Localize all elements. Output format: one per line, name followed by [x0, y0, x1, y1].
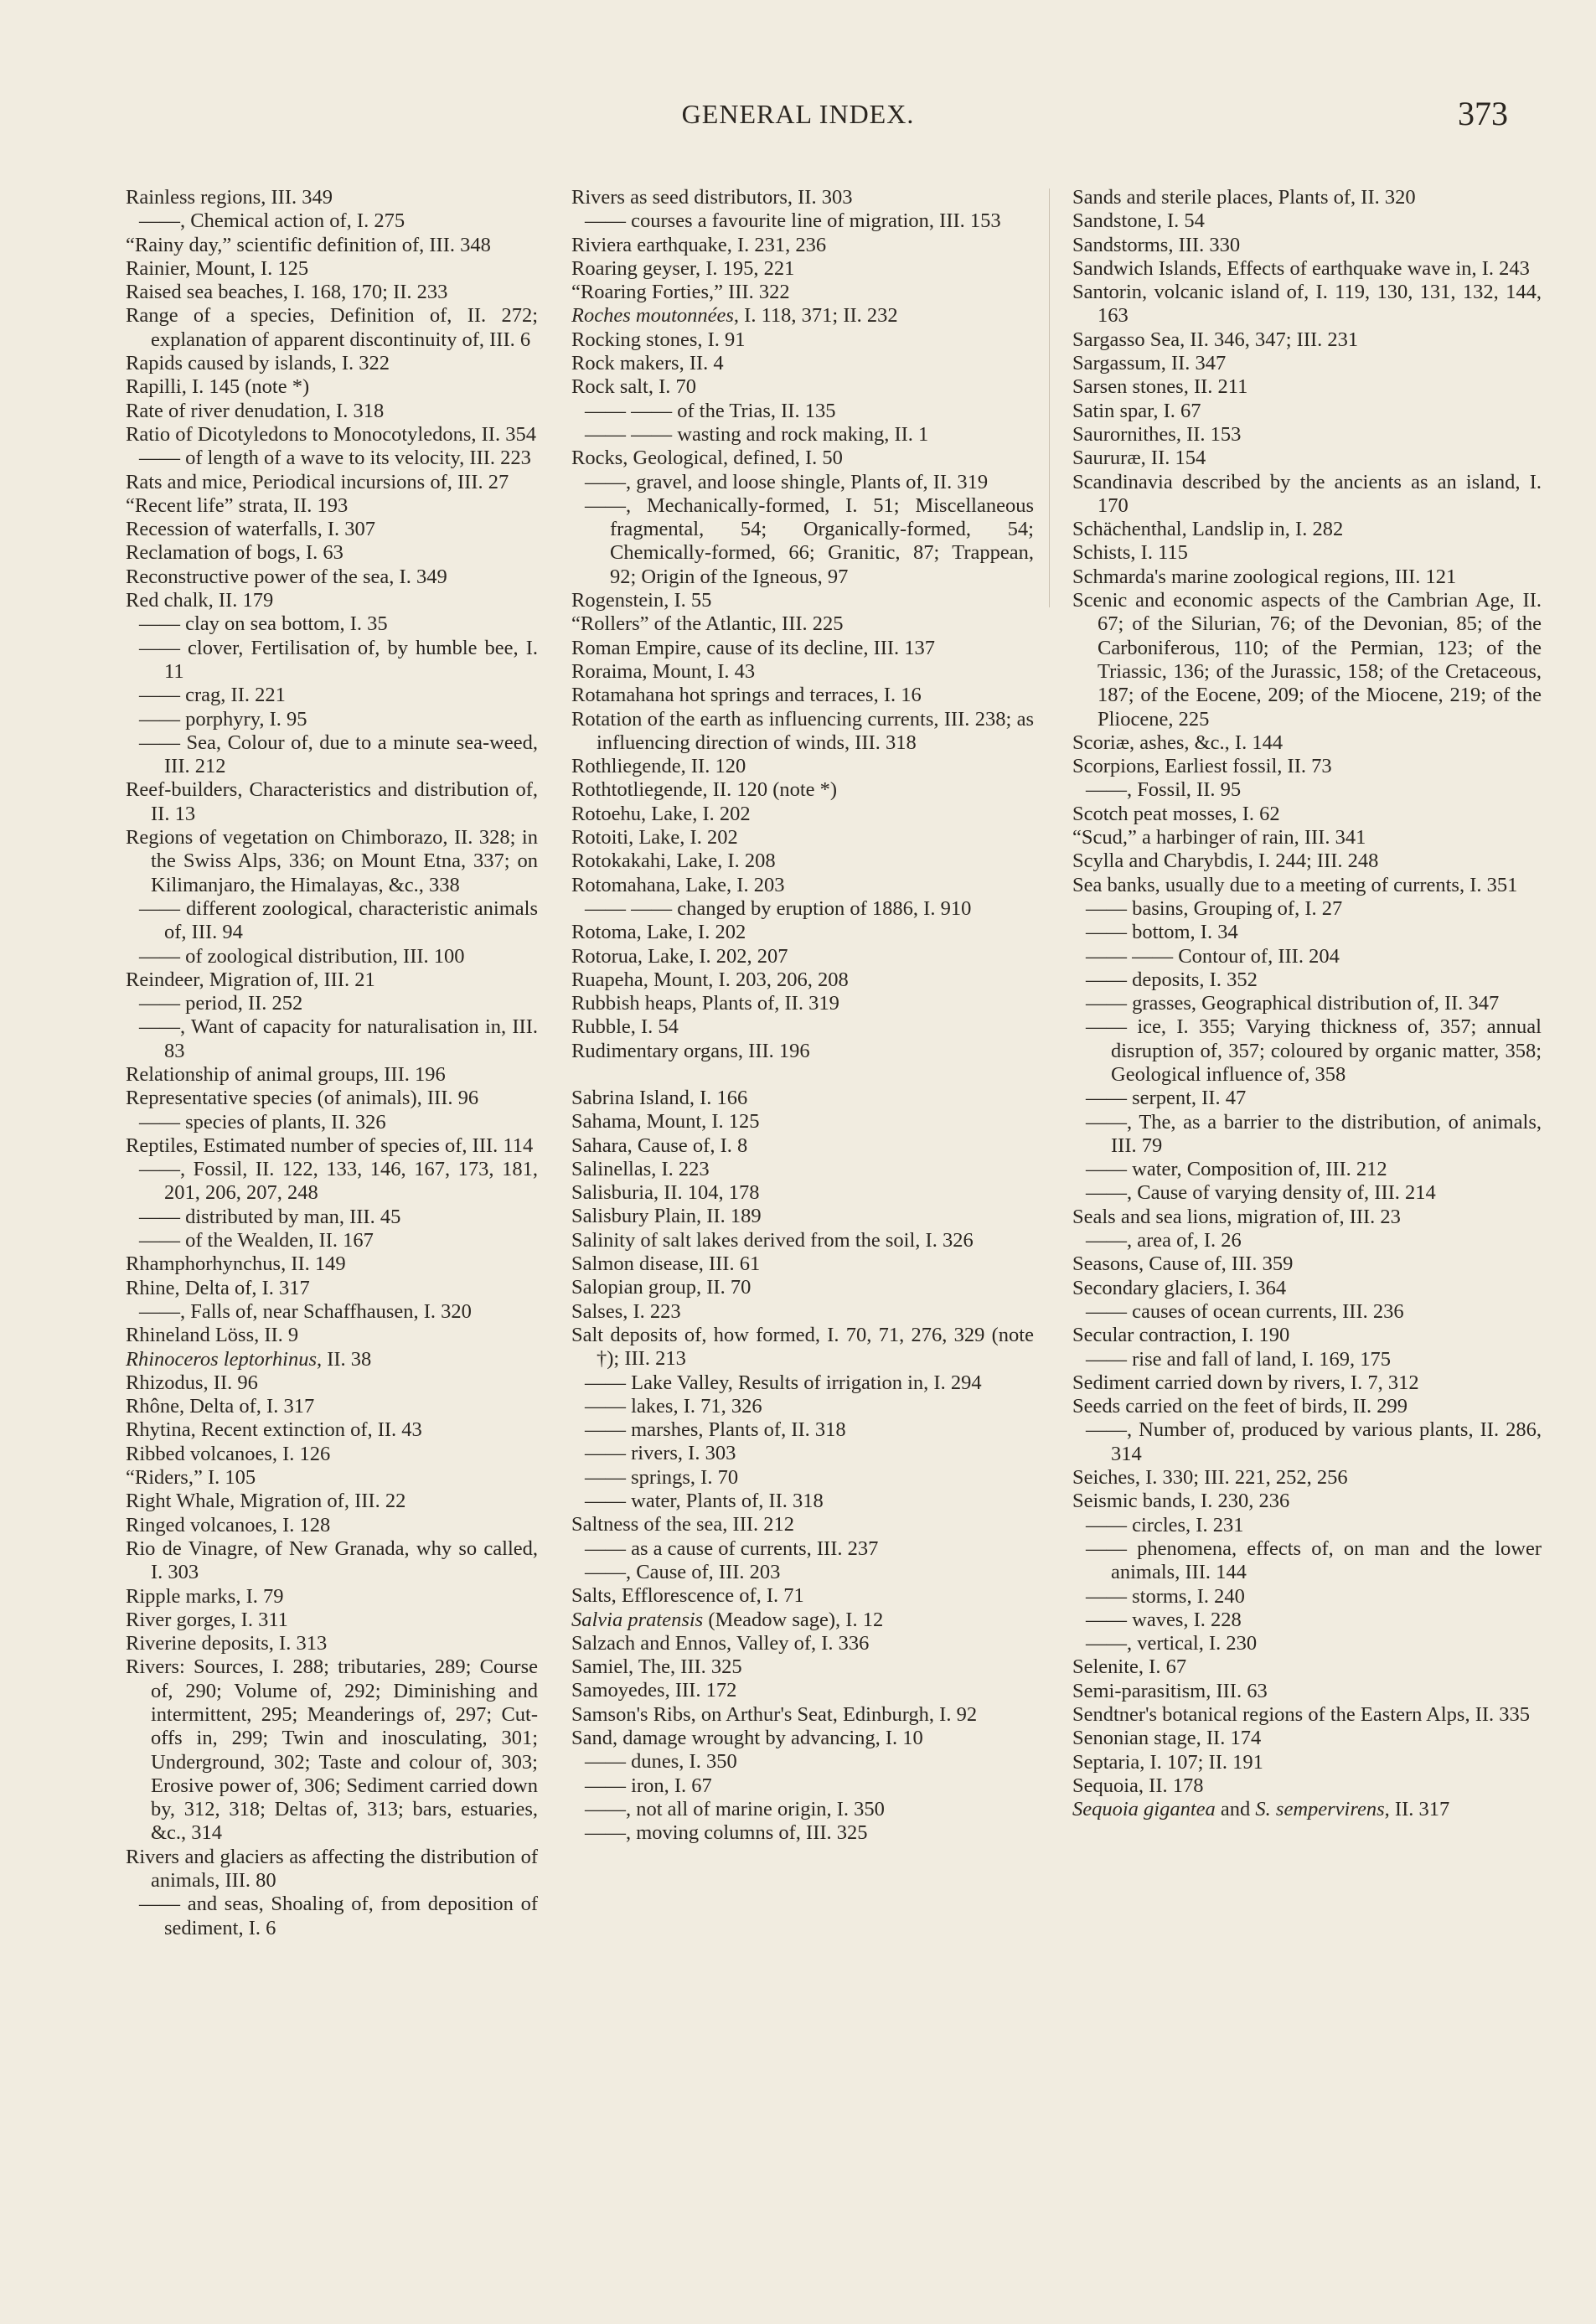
index-entry: “Rollers” of the Atlantic, III. 225: [571, 612, 844, 636]
index-entry: ——, Mechanically-formed, I. 51; Miscellaneous fragmental, 54; Organically-formed, 54; Chemically-formed, 66; Granitic, 87; Trappean, 92; Origin of the Igneous, 97: [585, 493, 1034, 588]
index-entry: Rocking stones, I. 91: [571, 328, 746, 351]
index-entry: Reclamation of bogs, I. 63: [126, 541, 343, 565]
index-entry: Scylla and Charybdis, I. 244; III. 248: [1072, 850, 1379, 873]
index-entry: —— waves, I. 228: [1086, 1608, 1242, 1631]
index-entry: Sands and sterile places, Plants of, II. 320: [1072, 186, 1416, 209]
index-entry: Sandstorms, III. 330: [1072, 233, 1241, 256]
italic-term: Rhinoceros leptorhinus: [126, 1347, 317, 1371]
index-entry: Rhytina, Recent extinction of, II. 43: [126, 1418, 422, 1442]
index-entry: Sabrina Island, I. 166: [571, 1086, 748, 1109]
index-entry: Rogenstein, I. 55: [571, 589, 712, 612]
index-column-3: [1072, 186, 1542, 1845]
index-entry: —— water, Composition of, III. 212: [1086, 1158, 1387, 1181]
index-entry: Sequoia, II. 178: [1072, 1774, 1204, 1797]
index-entry: Roraima, Mount, I. 43: [571, 659, 756, 683]
index-entry: Rotoiti, Lake, I. 202: [571, 826, 738, 850]
index-entry: ——, Cause of, III. 203: [585, 1560, 781, 1583]
index-entry: ——, gravel, and loose shingle, Plants of, II. 319: [585, 470, 989, 493]
index-entry: —— circles, I. 231: [1086, 1513, 1244, 1536]
index-entry: Schists, I. 115: [1072, 541, 1188, 565]
index-entry: ——, Falls of, near Schaffhausen, I. 320: [139, 1299, 472, 1323]
index-entry: ——, moving columns of, III. 325: [585, 1821, 868, 1845]
index-entry: Sendtner's botanical regions of the Eastern Alps, II. 335: [1072, 1703, 1531, 1726]
index-entry: Sandstone, I. 54: [1072, 209, 1205, 233]
index-entry: Roaring geyser, I. 195, 221: [571, 256, 795, 280]
index-entry: Sand, damage wrought by advancing, I. 10: [571, 1727, 923, 1749]
index-entry: —— deposits, I. 352: [1086, 968, 1258, 991]
index-entry: ——, Want of capacity for naturalisation in, III. 83: [139, 1015, 538, 1062]
index-entry: —— marshes, Plants of, II. 318: [585, 1418, 846, 1442]
index-entry: Regions of vegetation on Chimborazo, II. 328; in the Swiss Alps, 336; on Mount Etna, 337; on Kilimanjaro, the Himalayas, &c., 338: [126, 826, 538, 896]
index-entry: Salzach and Ennos, Valley of, I. 336: [571, 1631, 870, 1655]
index-entry: Seismic bands, I. 230, 236: [1072, 1490, 1290, 1513]
index-entry: —— bottom, I. 34: [1086, 921, 1238, 944]
index-entry: Ribbed volcanoes, I. 126: [126, 1442, 331, 1465]
index-entry: Salt deposits of, how formed, I. 70, 71, 276, 329 (note †); III. 213: [571, 1323, 1034, 1371]
index-entry: Rock makers, II. 4: [571, 352, 724, 375]
index-entry: Reptiles, Estimated number of species of, III. 114: [126, 1134, 534, 1157]
index-entry: —— species of plants, II. 326: [139, 1110, 386, 1134]
index-entry: —— of length of a wave to its velocity, III. 223: [139, 447, 531, 470]
index-entry: ——, Cause of varying density of, III. 214: [1086, 1181, 1436, 1205]
index-entry: Satin spar, I. 67: [1072, 399, 1201, 422]
index-entry: Rapilli, I. 145 (note *): [126, 375, 310, 399]
index-column-2: [571, 186, 1034, 1868]
index-entry: Salts, Efflorescence of, I. 71: [571, 1584, 804, 1608]
index-entry: —— and seas, Shoaling of, from deposition of sediment, I. 6: [139, 1893, 538, 1939]
index-entry: —— distributed by man, III. 45: [139, 1205, 401, 1228]
index-entry: “Recent life” strata, II. 193: [126, 493, 349, 517]
index-entry: —— Sea, Colour of, due to a minute sea-weed, III. 212: [139, 731, 538, 778]
index-section: [126, 186, 538, 1940]
index-entry: Scenic and economic aspects of the Cambrian Age, II. 67; of the Silurian, 76; of the Devonian, 85; of the Carboniferous, 110; of the Permian, 123; of the Triassic, 136; of the Jurassic, 158; of the Cretaceous, 187; of the Eocene, 209; of the Miocene, 219; of the Pliocene, 225: [1072, 589, 1542, 731]
index-entry: Sediment carried down by rivers, I. 7, 312: [1072, 1371, 1419, 1394]
index-entry: —— —— of the Trias, II. 135: [585, 399, 836, 422]
index-entry: —— clover, Fertilisation of, by humble bee, I. 11: [139, 636, 538, 683]
index-entry: Reef-builders, Characteristics and distribution of, II. 13: [126, 778, 538, 825]
index-entry: Scandinavia described by the ancients as an island, I. 170: [1072, 470, 1542, 517]
index-entry: Rainier, Mount, I. 125: [126, 256, 309, 280]
index-entry: ——, not all of marine origin, I. 350: [585, 1797, 885, 1820]
index-entry: Rotokakahi, Lake, I. 208: [571, 850, 776, 873]
index-entry: Schächenthal, Landslip in, I. 282: [1072, 518, 1344, 541]
index-entry: Septaria, I. 107; II. 191: [1072, 1750, 1263, 1774]
index-entry: Raised sea beaches, I. 168, 170; II. 233: [126, 281, 448, 304]
page-number: 373: [1458, 95, 1508, 132]
index-entry: Salmon disease, III. 61: [571, 1252, 761, 1276]
index-entry: [1072, 1798, 1542, 1821]
index-column-1: [126, 186, 538, 1964]
index-entry: —— —— Contour of, III. 204: [1086, 944, 1340, 968]
index-entry: —— iron, I. 67: [585, 1774, 712, 1797]
index-entry: Scoriæ, ashes, &c., I. 144: [1072, 731, 1284, 754]
index-entry: Roman Empire, cause of its decline, III. 137: [571, 636, 936, 659]
index-entry: Schmarda's marine zoological regions, III. 121: [1072, 565, 1457, 588]
index-entry: Rhine, Delta of, I. 317: [126, 1276, 310, 1299]
index-entry: ——, Number of, produced by various plants, II. 286, 314: [1086, 1418, 1542, 1465]
index-entry: ——, area of, I. 26: [1086, 1229, 1242, 1252]
index-entry: —— rivers, I. 303: [585, 1442, 736, 1465]
index-entry: Rhineland Löss, II. 9: [126, 1324, 299, 1347]
index-entry: Secondary glaciers, I. 364: [1072, 1276, 1287, 1299]
index-entry: —— of the Wealden, II. 167: [139, 1229, 374, 1252]
index-entry: ——, Fossil, II. 122, 133, 146, 167, 173, 181, 201, 206, 207, 248: [139, 1158, 538, 1205]
index-entry: Ratio of Dicotyledons to Monocotyledons, II. 354: [126, 422, 536, 446]
index-entry: —— serpent, II. 47: [1086, 1087, 1247, 1110]
index-entry: [571, 1609, 1034, 1632]
index-entry: —— crag, II. 221: [139, 684, 286, 707]
index-entry: Representative species (of animals), III. 96: [126, 1087, 479, 1110]
index-entry: —— grasses, Geographical distribution of, II. 347: [1086, 992, 1500, 1015]
index-entry: Salisbury Plain, II. 189: [571, 1205, 762, 1228]
index-entry: Riverine deposits, I. 313: [126, 1632, 328, 1655]
index-entry: Seiches, I. 330; III. 221, 252, 256: [1072, 1466, 1348, 1490]
index-entry: Selenite, I. 67: [1072, 1655, 1187, 1679]
index-entry: Sarsen stones, II. 211: [1072, 375, 1248, 399]
index-entry: ——, vertical, I. 230: [1086, 1632, 1258, 1655]
index-entry: Red chalk, II. 179: [126, 589, 274, 612]
index-entry: —— different zoological, characteristic animals of, III. 94: [139, 896, 538, 944]
running-header: GENERAL INDEX.: [681, 99, 915, 129]
index-entry: Recession of waterfalls, I. 307: [126, 518, 375, 541]
index-entry: Rio de Vinagre, of New Granada, why so called, I. 303: [126, 1536, 538, 1584]
index-entry: —— courses a favourite line of migration, III. 153: [585, 209, 1001, 233]
index-entry: —— lakes, I. 71, 326: [585, 1394, 762, 1418]
italic-term: Salvia pratensis: [571, 1608, 704, 1631]
index-entry: Rhamphorhynchus, II. 149: [126, 1252, 346, 1276]
index-entry: ——, Fossil, II. 95: [1086, 778, 1242, 802]
index-entry: Ruapeha, Mount, I. 203, 206, 208: [571, 968, 849, 991]
index-entry: Rotoehu, Lake, I. 202: [571, 802, 751, 825]
index-entry: Rate of river denudation, I. 318: [126, 399, 385, 422]
italic-term: Roches moutonnées: [571, 304, 734, 328]
index-entry: Rainless regions, III. 349: [126, 186, 333, 209]
index-entry: Sargasso Sea, II. 346, 347; III. 231: [1072, 328, 1359, 351]
index-section: [571, 186, 1034, 1063]
index-entry: Range of a species, Definition of, II. 272; explanation of apparent discontinuity of, III. 6: [126, 304, 538, 351]
index-entry: Riviera earthquake, I. 231, 236: [571, 233, 827, 256]
index-entry: Rotorua, Lake, I. 202, 207: [571, 944, 788, 968]
entry-text: , I. 118, 371; II. 232: [733, 304, 898, 328]
index-entry: Rotoma, Lake, I. 202: [571, 921, 746, 944]
index-entry: Rubbish heaps, Plants of, II. 319: [571, 992, 839, 1015]
entry-text: , II. 317: [1384, 1798, 1450, 1821]
index-entry: —— water, Plants of, II. 318: [585, 1490, 824, 1513]
index-entry: Relationship of animal groups, III. 196: [126, 1062, 446, 1086]
index-entry: Samoyedes, III. 172: [571, 1679, 737, 1702]
index-entry: [571, 304, 1034, 328]
index-entry: —— rise and fall of land, I. 169, 175: [1086, 1347, 1392, 1371]
index-entry: ——, The, as a barrier to the distribution, of animals, III. 79: [1086, 1110, 1542, 1157]
index-entry: ——, Chemical action of, I. 275: [139, 209, 405, 233]
index-entry: —— clay on sea bottom, I. 35: [139, 612, 388, 636]
index-entry: Rivers as seed distributors, II. 303: [571, 186, 853, 209]
index-entry: —— —— changed by eruption of 1886, I. 910: [585, 896, 972, 920]
entry-text: (Meadow sage), I. 12: [703, 1608, 884, 1631]
index-entry: Seals and sea lions, migration of, III. 23: [1072, 1205, 1401, 1228]
index-entry: Salinity of salt lakes derived from the soil, I. 326: [571, 1228, 974, 1252]
index-entry: Saururæ, II. 154: [1072, 447, 1206, 470]
entry-text: and: [1215, 1798, 1256, 1821]
index-entry: —— porphyry, I. 95: [139, 707, 307, 731]
index-entry: Rotomahana, Lake, I. 203: [571, 873, 785, 896]
index-entry: Semi-parasitism, III. 63: [1072, 1679, 1268, 1702]
index-entry: Samiel, The, III. 325: [571, 1655, 742, 1679]
index-entry: —— ice, I. 355; Varying thickness of, 357; annual disruption of, 357; coloured by organic matter, 358; Geological influence of, 358: [1086, 1015, 1542, 1086]
index-entry: Scorpions, Earliest fossil, II. 73: [1072, 755, 1332, 778]
index-entry: Santorin, volcanic island of, I. 119, 130, 131, 132, 144, 163: [1072, 281, 1542, 328]
index-entry: Rhône, Delta of, I. 317: [126, 1395, 315, 1418]
index-entry: Scotch peat mosses, I. 62: [1072, 802, 1280, 825]
index-entry: Rotation of the earth as influencing currents, III. 238; as influencing direction of winds, III. 318: [571, 707, 1034, 754]
index-entry: Seeds carried on the feet of birds, II. 299: [1072, 1395, 1408, 1418]
index-entry: —— period, II. 252: [139, 992, 303, 1015]
index-entry: “Rainy day,” scientific definition of, III. 348: [126, 233, 491, 256]
index-entry: Rothliegende, II. 120: [571, 755, 746, 778]
index-entry: Sargassum, II. 347: [1072, 352, 1227, 375]
index-entry: Rapids caused by islands, I. 322: [126, 352, 390, 375]
index-entry: —— dunes, I. 350: [585, 1750, 737, 1774]
index-entry: Sahama, Mount, I. 125: [571, 1110, 760, 1134]
index-entry: Reindeer, Migration of, III. 21: [126, 968, 375, 991]
index-entry: Secular contraction, I. 190: [1072, 1324, 1290, 1347]
index-entry: Salisburia, II. 104, 178: [571, 1181, 760, 1205]
index-entry: Rocks, Geological, defined, I. 50: [571, 447, 843, 470]
index-entry: Rothtotliegende, II. 120 (note *): [571, 778, 838, 802]
italic-term: S. sempervirens: [1255, 1798, 1385, 1821]
entry-text: , II. 38: [316, 1347, 372, 1371]
index-entry: Rubble, I. 54: [571, 1015, 679, 1039]
index-entry: Saurornithes, II. 153: [1072, 422, 1242, 446]
index-section: [571, 1087, 1034, 1846]
index-entry: Sea banks, usually due to a meeting of currents, I. 351: [1072, 873, 1518, 896]
index-entry: Right Whale, Migration of, III. 22: [126, 1490, 406, 1513]
index-entry: Senonian stage, II. 174: [1072, 1727, 1262, 1750]
index-entry: Rhizodus, II. 96: [126, 1371, 258, 1394]
index-entry: Sandwich Islands, Effects of earthquake wave in, I. 243: [1072, 256, 1530, 280]
index-entry: —— basins, Grouping of, I. 27: [1086, 896, 1343, 920]
column-divider: [1049, 189, 1050, 607]
index-entry: Rivers and glaciers as affecting the distribution of animals, III. 80: [126, 1845, 538, 1893]
index-entry: —— of zoological distribution, III. 100: [139, 944, 465, 968]
index-entry: —— Lake Valley, Results of irrigation in, I. 294: [585, 1371, 982, 1394]
index-entry: “Roaring Forties,” III. 322: [571, 281, 790, 304]
index-entry: Samson's Ribs, on Arthur's Seat, Edinburgh, I. 92: [571, 1702, 978, 1726]
index-entry: —— —— wasting and rock making, II. 1: [585, 422, 929, 446]
index-entry: Seasons, Cause of, III. 359: [1072, 1252, 1294, 1276]
index-entry: Saltness of the sea, III. 212: [571, 1513, 795, 1536]
index-entry: Rivers: Sources, I. 288; tributaries, 289; Course of, 290; Volume of, 292; Diminishing and intermittent, 295; Meanderings of, 297; Cut-offs in, 299; Twin and inosculating, 301; Underground, 302; Taste and colour of, 303; Erosive power of, 306; Sediment carried down by, 312, 318; Deltas of, 313; bars, estuaries, &c., 314: [126, 1655, 538, 1845]
index-entry: —— storms, I. 240: [1086, 1584, 1245, 1608]
index-entry: Salinellas, I. 223: [571, 1157, 710, 1180]
index-entry: River gorges, I. 311: [126, 1608, 288, 1631]
index-entry: Rats and mice, Periodical incursions of, III. 27: [126, 470, 509, 493]
index-entry: Sahara, Cause of, I. 8: [571, 1134, 748, 1157]
index-entry: —— springs, I. 70: [585, 1465, 739, 1489]
index-entry: “Scud,” a harbinger of rain, III. 341: [1072, 826, 1366, 850]
index-entry: [126, 1348, 538, 1371]
index-entry: Salses, I. 223: [571, 1299, 681, 1323]
index-entry: —— phenomena, effects of, on man and the lower animals, III. 144: [1086, 1536, 1542, 1584]
index-entry: —— causes of ocean currents, III. 236: [1086, 1299, 1404, 1323]
italic-term: Sequoia gigantea: [1072, 1798, 1216, 1821]
index-entry: Ringed volcanoes, I. 128: [126, 1513, 331, 1536]
index-entry: Rotamahana hot springs and terraces, I. 16: [571, 684, 922, 707]
index-entry: Rudimentary organs, III. 196: [571, 1039, 810, 1062]
index-entry: Salopian group, II. 70: [571, 1276, 752, 1299]
index-section: [1072, 186, 1542, 1821]
index-entry: Ripple marks, I. 79: [126, 1584, 284, 1608]
index-entry: —— as a cause of currents, III. 237: [585, 1536, 879, 1560]
index-entry: Reconstructive power of the sea, I. 349: [126, 565, 447, 588]
index-entry: “Riders,” I. 105: [126, 1466, 256, 1490]
index-entry: Rock salt, I. 70: [571, 375, 697, 399]
